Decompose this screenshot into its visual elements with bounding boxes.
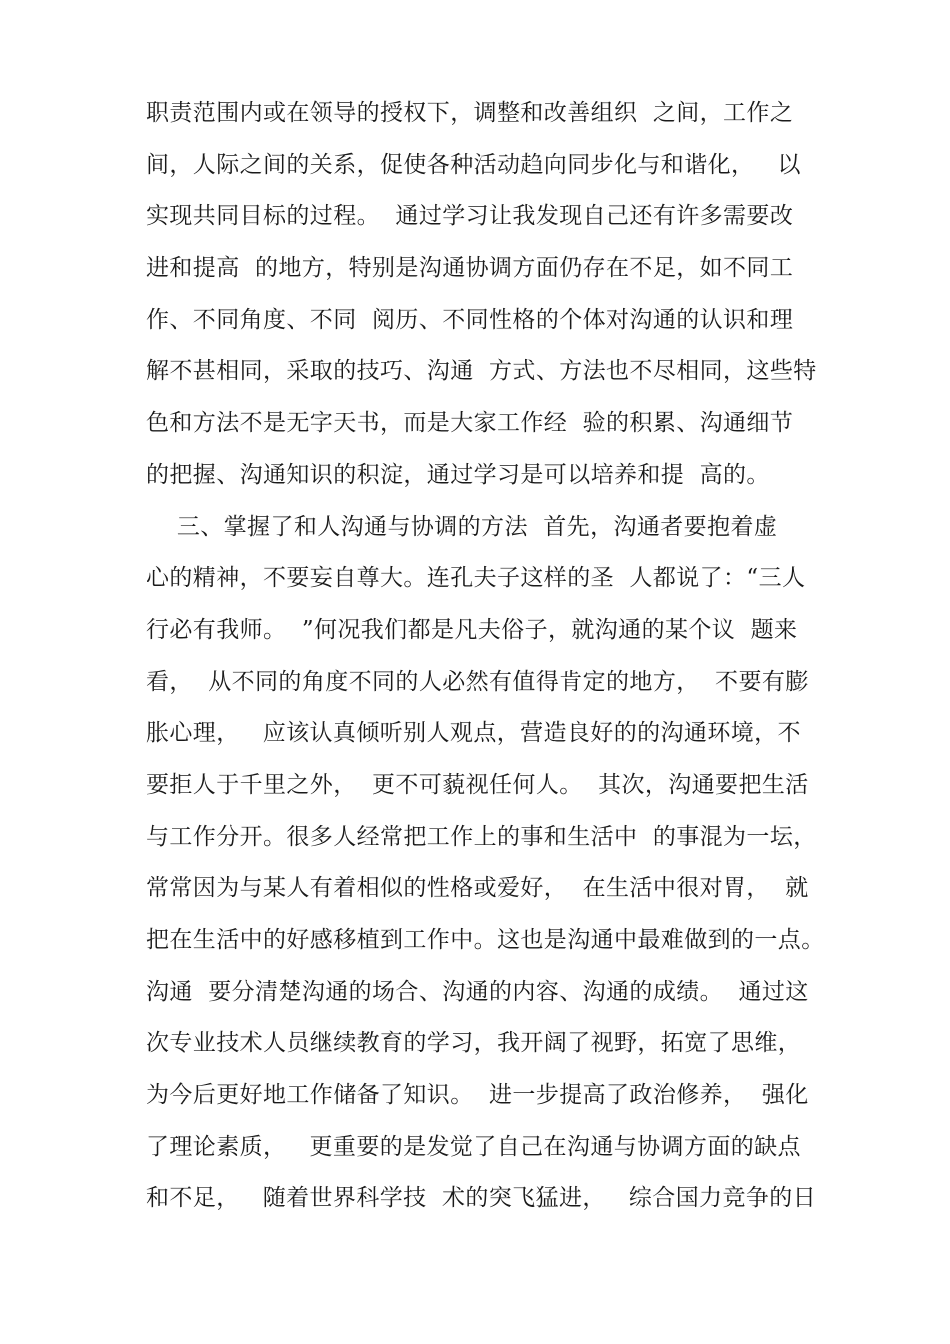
text-line: 进和提高 的地方，特别是沟通协调方面仍存在不足，如不同工 [146,255,794,282]
text-line: 次专业技术人员继续教育的学习，我开阔了视野，拓宽了思维， [146,1030,802,1057]
text-line: 色和方法不是无字天书，而是大家工作经 验的积累、沟通细节 [146,410,794,437]
text-line: 的把握、沟通知识的积淀，通过学习是可以培养和提 高的。 [146,461,770,488]
text-line: 间，人际之间的关系，促使各种活动趋向同步化与和谐化， 以 [146,151,801,178]
text-line: 和不足， 随着世界科学技 术的突飞猛进， 综合国力竞争的日 [146,1185,817,1212]
text-line: 把在生活中的好感移植到工作中。这也是沟通中最难做到的一点。 [146,927,825,953]
text-line: 行必有我师。 ”何况我们都是凡夫俗子，就沟通的某个议 题来 [146,616,798,643]
text-line: 作、不同角度、不同 阅历、不同性格的个体对沟通的认识和理 [146,306,794,333]
text-line: 常常因为与某人有着相似的性格或爱好， 在生活中很对胃， 就 [146,875,809,902]
text-line: 为今后更好地工作储备了知识。 进一步提高了政治修养， 强化 [146,1082,809,1109]
section-heading-line: 三、掌握了和人沟通与协调的方法 首先，沟通者要抱着虚 [146,513,778,540]
text-line: 要拒人于千里之外， 更不可藐视任何人。 其次，沟通要把生活 [146,771,809,798]
text-line: 职责范围内或在领导的授权下，调整和改善组织 之间，工作之 [146,100,794,126]
text-line: 胀心理， 应该认真倾听别人观点，营造良好的的沟通环境，不 [146,720,801,747]
text-line: 与工作分开。很多人经常把工作上的事和生活中 的事混为一坛， [146,823,817,850]
text-line: 了理论素质， 更重要的是发觉了自己在沟通与协调方面的缺点 [146,1133,801,1160]
text-line: 实现共同目标的过程。 通过学习让我发现自己还有许多需要改 [146,203,794,230]
text-line: 看， 从不同的角度不同的人必然有值得肯定的地方， 不要有膨 [146,668,809,695]
text-line: 沟通 要分清楚沟通的场合、沟通的内容、沟通的成绩。 通过这 [146,978,809,1005]
text-line: 解不甚相同，采取的技巧、沟通 方式、方法也不尽相同，这些特 [146,358,817,385]
text-line: 心的精神，不要妄自尊大。连孔夫子这样的圣 人都说了：“三人 [146,565,806,592]
body-text [146,88,826,1225]
